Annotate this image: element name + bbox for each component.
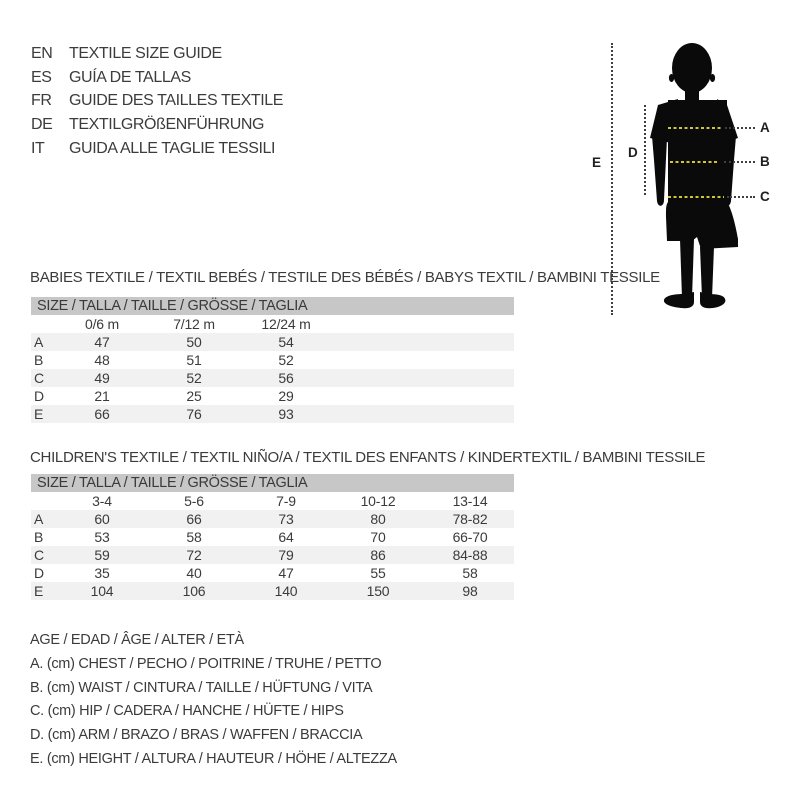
lang-row-de	[31, 113, 283, 137]
arm-measure-line-d	[644, 105, 646, 195]
row-label: C	[34, 370, 44, 386]
table-cell: 66-70	[452, 529, 488, 545]
table-cell: 106	[182, 583, 206, 599]
column-header-row	[31, 315, 514, 333]
row-label: D	[34, 565, 44, 581]
babies-section-title: BABIES TEXTILE / TEXTIL BEBÉS / TESTILE DES BÉBÉS / BABYS TEXTIL / BAMBINI TESSILE	[30, 269, 660, 286]
diagram-label-b: B	[760, 154, 770, 169]
table-cell: 49	[94, 370, 110, 386]
table-cell: 35	[94, 565, 110, 581]
table-cell: 93	[278, 406, 294, 422]
lang-code: EN	[31, 45, 53, 62]
table-cell: 84-88	[452, 547, 488, 563]
row-label: E	[34, 406, 44, 422]
table-cell: 98	[462, 583, 478, 599]
table-cell: 59	[94, 547, 110, 563]
waist-dot-line-b	[724, 161, 755, 163]
lang-row-es	[31, 66, 283, 90]
table-row-e	[31, 405, 514, 423]
diagram-label-d: D	[628, 145, 638, 160]
table-cell: 48	[94, 352, 110, 368]
lang-title: TEXTILGRÖßENFÜHRUNG	[69, 116, 265, 134]
language-title-list	[31, 42, 283, 161]
table-row-d	[31, 387, 514, 405]
table-cell: 47	[94, 334, 110, 350]
lang-code: ES	[31, 68, 52, 86]
table-cell: 64	[278, 529, 294, 545]
table-cell: 66	[94, 406, 110, 422]
row-label: B	[34, 529, 44, 545]
table-row-b	[31, 351, 514, 369]
table-cell: 79	[278, 547, 294, 563]
column-header: 5-6	[184, 493, 204, 509]
legend-line-arm: D. (cm) ARM / BRAZO / BRAS / WAFFEN / BRACCIA	[30, 727, 363, 744]
corner-cell	[31, 315, 56, 333]
children-size-table	[31, 474, 514, 600]
table-row-c	[31, 369, 514, 387]
row-label: D	[34, 388, 44, 404]
size-header-bar: SIZE / TALLA / TAILLE / GRÖSSE / TAGLIA	[31, 474, 514, 492]
measurement-legend	[30, 629, 397, 772]
lang-title: TEXTILE SIZE GUIDE	[69, 45, 222, 62]
diagram-label-a: A	[760, 120, 770, 135]
table-row-a	[31, 333, 514, 351]
row-label: A	[34, 511, 44, 527]
table-cell: 51	[186, 352, 202, 368]
table-cell: 40	[186, 565, 202, 581]
lang-code: DE	[31, 116, 53, 134]
column-header: 13-14	[452, 493, 488, 509]
lang-row-it	[31, 137, 283, 161]
table-cell: 52	[186, 370, 202, 386]
row-label: E	[34, 583, 44, 599]
table-cell: 86	[370, 547, 386, 563]
table-cell: 25	[186, 388, 202, 404]
table-row-b	[31, 528, 514, 546]
table-row-a	[31, 510, 514, 528]
row-label: B	[34, 352, 44, 368]
table-cell: 58	[186, 529, 202, 545]
table-cell: 54	[278, 334, 294, 350]
table-cell: 78-82	[452, 511, 488, 527]
table-cell: 70	[370, 529, 386, 545]
table-cell: 72	[186, 547, 202, 563]
lang-code: IT	[31, 139, 45, 157]
table-cell: 80	[370, 511, 386, 527]
row-label: C	[34, 547, 44, 563]
babies-size-table	[31, 297, 514, 423]
table-cell: 73	[278, 511, 294, 527]
diagram-label-e: E	[592, 155, 602, 170]
table-cell: 55	[370, 565, 386, 581]
table-row-e	[31, 582, 514, 600]
chest-dot-line-a	[725, 127, 755, 129]
column-header: 12/24 m	[261, 316, 311, 332]
table-cell: 21	[94, 388, 110, 404]
table-cell: 52	[278, 352, 294, 368]
column-header: 10-12	[360, 493, 396, 509]
column-header: 3-4	[92, 493, 112, 509]
table-cell: 58	[462, 565, 478, 581]
table-cell: 60	[94, 511, 110, 527]
lang-title: GUÍA DE TALLAS	[69, 68, 191, 86]
hip-dash-line-c	[668, 196, 724, 198]
legend-line-waist: B. (cm) WAIST / CINTURA / TAILLE / HÜFTUNG / VITA	[30, 679, 373, 696]
table-cell: 66	[186, 511, 202, 527]
legend-line-chest: A. (cm) CHEST / PECHO / POITRINE / TRUHE / PETTO	[30, 655, 382, 672]
legend-line-hip: C. (cm) HIP / CADERA / HANCHE / HÜFTE / HIPS	[30, 703, 344, 720]
lang-title: GUIDE DES TAILLES TEXTILE	[69, 92, 284, 110]
children-section-title: CHILDREN'S TEXTILE / TEXTIL NIÑO/A / TEXTIL DES ENFANTS / KINDERTEXTIL / BAMBINI TESSILE	[30, 449, 706, 466]
table-cell: 56	[278, 370, 294, 386]
table-cell: 29	[278, 388, 294, 404]
size-header-bar: SIZE / TALLA / TAILLE / GRÖSSE / TAGLIA	[31, 297, 514, 315]
column-header: 7-9	[276, 493, 296, 509]
hip-dot-line-c	[727, 196, 755, 198]
lang-title: GUIDA ALLE TAGLIE TESSILI	[69, 139, 276, 157]
column-header-row	[31, 492, 514, 510]
table-cell: 140	[274, 583, 298, 599]
table-row-c	[31, 546, 514, 564]
lang-row-fr	[31, 89, 283, 113]
waist-dash-line-b	[670, 161, 718, 163]
column-header: 7/12 m	[173, 316, 215, 332]
table-row-d	[31, 564, 514, 582]
table-cell: 53	[94, 529, 110, 545]
table-cell: 50	[186, 334, 202, 350]
column-header: 0/6 m	[84, 316, 119, 332]
legend-line-height: E. (cm) HEIGHT / ALTURA / HAUTEUR / HÖHE / ALTEZZA	[30, 750, 397, 767]
lang-code: FR	[31, 92, 52, 110]
legend-line-age: AGE / EDAD / ÂGE / ALTER / ETÀ	[30, 632, 244, 648]
corner-cell	[31, 492, 56, 510]
child-silhouette-image	[646, 42, 742, 312]
table-cell: 150	[366, 583, 390, 599]
row-label: A	[34, 334, 44, 350]
table-cell: 76	[186, 406, 202, 422]
diagram-label-c: C	[760, 189, 770, 204]
lang-row-en	[31, 42, 283, 66]
table-cell: 104	[90, 583, 114, 599]
table-cell: 47	[278, 565, 294, 581]
chest-dash-line-a	[668, 127, 722, 129]
